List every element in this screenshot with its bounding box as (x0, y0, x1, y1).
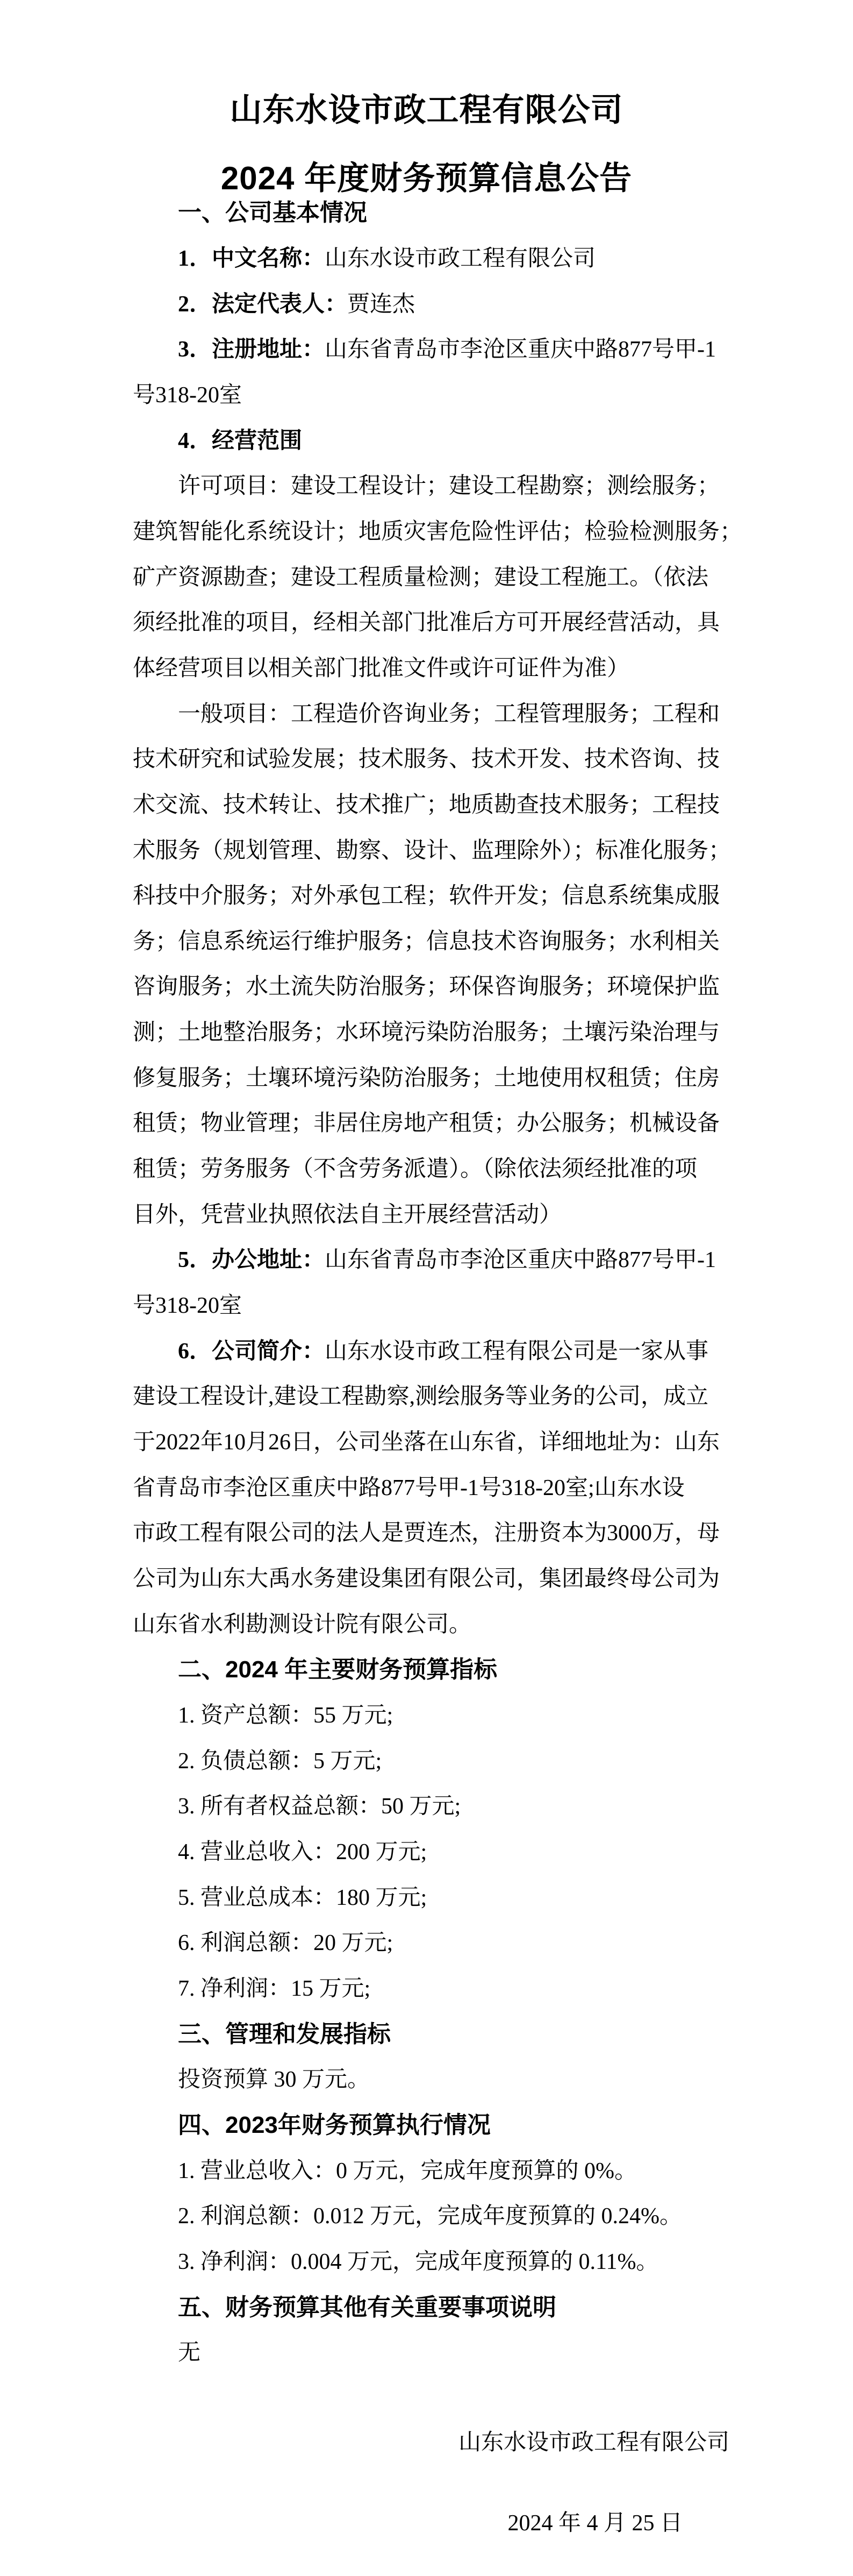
item-label: 5．办公地址： (178, 1248, 325, 1273)
doc-line: 建设工程设计,建设工程勘察,测绘服务等业务的公司，成立 (133, 1384, 709, 1410)
item-value: 山东水设市政工程有限公司 (325, 246, 596, 271)
doc-title-line-2: 2024 年度财务预算信息公告 (220, 160, 633, 196)
doc-line: 山东省水利勘测设计院有限公司。 (133, 1612, 472, 1637)
item-label: 2．法定代表人： (178, 291, 348, 317)
doc-line: 号318-20室 (133, 1293, 242, 1319)
doc-line: 投资预算 30 万元。 (178, 2067, 370, 2093)
doc-line: 一般项目：工程造价咨询业务；工程管理服务；工程和 (178, 701, 720, 727)
doc-line: 3. 净利润：0.004 万元，完成年度预算的 0.11%。 (178, 2249, 659, 2274)
doc-line: 许可项目：建设工程设计；建设工程勘察；测绘服务； (178, 474, 720, 499)
doc-line (133, 1328, 746, 1374)
doc-line: 3. 所有者权益总额：50 万元; (178, 1794, 461, 1819)
doc-line: 务；信息系统运行维护服务；信息技术咨询服务；水利相关 (133, 929, 720, 954)
doc-title-line-1: 山东水设市政工程有限公司 (230, 92, 623, 128)
section-heading: 三、管理和发展指标 (178, 2020, 391, 2047)
doc-line: 体经营项目以相关部门批准文件或许可证件为准） (133, 656, 630, 681)
doc-line: 号318-20室 (133, 382, 242, 408)
doc-line: 省青岛市李沧区重庆中路877号甲-1号318-20室;山东水设 (133, 1475, 685, 1500)
doc-line: 5. 营业总成本：180 万元; (178, 1885, 427, 1910)
item-label: 4．经营范围 (178, 428, 303, 453)
footer-date: 2024 年 4 月 25 日 (507, 2511, 683, 2536)
doc-line: 咨询服务；水土流失防治服务；环保咨询服务；环境保护监 (133, 974, 720, 1000)
doc-line (133, 418, 746, 464)
item-value: 山东水设市政工程有限公司是一家从事 (325, 1339, 709, 1364)
doc-line: 7. 净利润：15 万元; (178, 1976, 371, 2001)
doc-line: 术交流、技术转让、技术推广；地质勘查技术服务；工程技 (133, 792, 720, 817)
doc-line: 修复服务；土壤环境污染防治服务；土地使用权租赁；住房 (133, 1065, 720, 1091)
doc-line: 技术研究和试验发展；技术服务、技术开发、技术咨询、技 (133, 747, 720, 772)
doc-line: 测；土地整治服务；水环境污染防治服务；土壤污染治理与 (133, 1020, 720, 1045)
item-value: 山东省青岛市李沧区重庆中路877号甲-1 (325, 337, 716, 362)
item-value: 贾连杰 (347, 291, 415, 317)
doc-line: 于2022年10月26日，公司坐落在山东省，详细地址为：山东 (133, 1430, 720, 1455)
section-heading: 一、公司基本情况 (178, 200, 367, 226)
section-heading: 四、2023年财务预算执行情况 (178, 2111, 491, 2138)
item-label: 1．中文名称： (178, 246, 325, 271)
doc-line: 2. 利润总额：0.012 万元，完成年度预算的 0.24%。 (178, 2204, 682, 2229)
doc-line: 1. 资产总额：55 万元; (178, 1703, 393, 1728)
doc-line: 4. 营业总收入：200 万元; (178, 1839, 427, 1865)
doc-line: 建筑智能化系统设计；地质灾害危险性评估；检验检测服务； (133, 519, 743, 544)
doc-line: 矿产资源勘查；建设工程质量检测；建设工程施工。（依法 (133, 565, 709, 590)
doc-line: 市政工程有限公司的法人是贾连杰，注册资本为3000万，母 (133, 1521, 720, 1546)
doc-line (133, 236, 746, 282)
doc-line: 科技中介服务；对外承包工程；软件开发；信息系统集成服 (133, 884, 720, 909)
doc-line: 租赁；物业管理；非居住房地产租赁；办公服务；机械设备 (133, 1111, 720, 1136)
doc-line: 公司为山东大禹水务建设集团有限公司，集团最终母公司为 (133, 1567, 720, 1592)
section-heading: 二、2024 年主要财务预算指标 (178, 1656, 498, 1683)
doc-line: 须经批准的项目，经相关部门批准后方可开展经营活动，具 (133, 610, 720, 636)
doc-line (133, 281, 746, 327)
footer-company-signature: 山东水设市政工程有限公司 (458, 2430, 729, 2455)
doc-line: 2. 负债总额：5 万元; (178, 1748, 382, 1774)
doc-line (133, 327, 746, 373)
item-label: 6．公司简介： (178, 1339, 325, 1364)
doc-line (133, 1237, 746, 1283)
doc-line: 1. 营业总收入：0 万元，完成年度预算的 0%。 (178, 2158, 637, 2183)
document-body (133, 190, 746, 2376)
item-value: 山东省青岛市李沧区重庆中路877号甲-1 (325, 1248, 716, 1273)
doc-line: 6. 利润总额：20 万元; (178, 1931, 393, 1956)
item-label: 3．注册地址： (178, 337, 325, 362)
doc-line: 无 (178, 2340, 201, 2366)
doc-line: 目外，凭营业执照依法自主开展经营活动） (133, 1202, 562, 1227)
section-heading: 五、财务预算其他有关重要事项说明 (178, 2294, 556, 2321)
doc-line: 租赁；劳务服务（不含劳务派遣）。（除依法须经批准的项 (133, 1157, 698, 1182)
doc-line: 术服务（规划管理、勘察、设计、监理除外）；标准化服务； (133, 838, 732, 863)
